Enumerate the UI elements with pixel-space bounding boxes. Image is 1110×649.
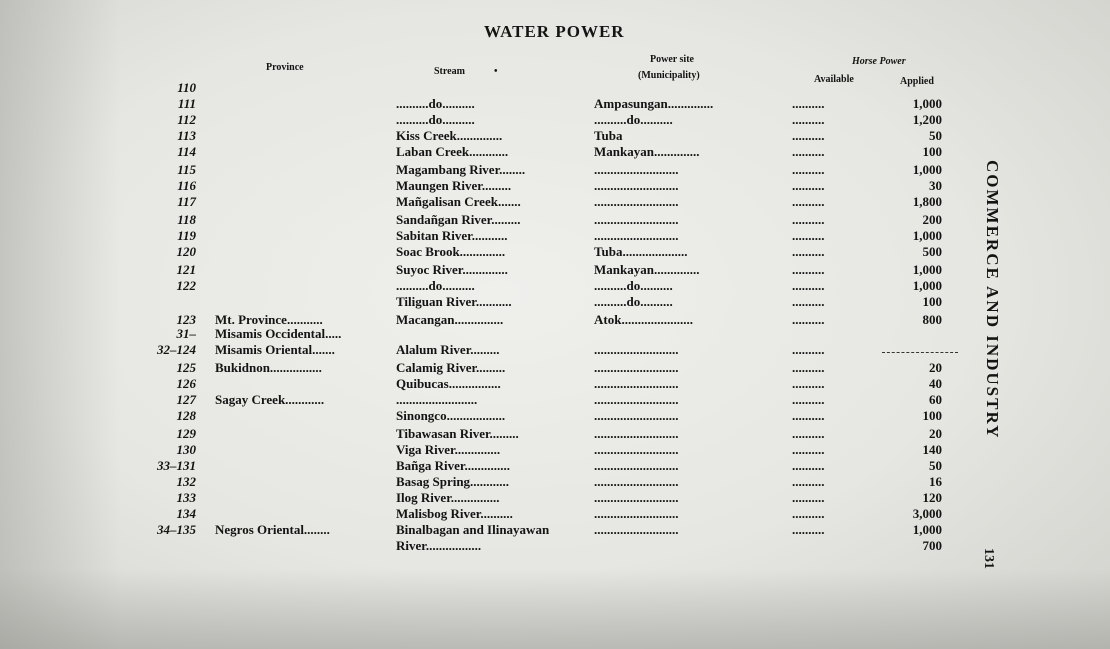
applied-cell: 800 [922,312,942,327]
table-row [0,392,1110,408]
stream-cell: Basag Spring............ [396,474,510,489]
header-horse-power: Horse Power [852,56,906,67]
municipality-cell: Tuba.................... [594,244,688,259]
applied-cell: 140 [922,442,942,457]
available-cell: .......... [792,178,825,193]
table-row [0,360,1110,376]
municipality-cell: .......................... [594,458,679,473]
applied-cell: 1,000 [912,262,942,277]
header-applied: Applied [900,76,934,87]
table-row [0,458,1110,474]
row-number: 113 [177,128,196,143]
table-row [0,538,1110,554]
row-number: 121 [176,262,196,277]
table-row [0,522,1110,538]
stream-cell: Quibucas................ [396,376,501,391]
stream-cell: Soac Brook.............. [396,244,506,259]
row-number: 130 [176,442,196,457]
row-number: 115 [177,162,196,177]
row-number: 112 [177,112,196,127]
available-cell: .......... [792,506,825,521]
stream-cell: Maungen River......... [396,178,512,193]
row-number: 122 [176,278,196,293]
available-cell: .......... [792,294,825,309]
municipality-cell: ..........do.......... [594,112,673,127]
stream-cell: ..........do.......... [396,278,475,293]
table-row [0,128,1110,144]
available-cell: .......... [792,262,825,277]
table-row [0,212,1110,228]
table-row [0,442,1110,458]
stream-cell: Calamig River......... [396,360,506,375]
municipality-cell: Mankayan.............. [594,144,700,159]
stream-cell: Sandañgan River......... [396,212,521,227]
stream-cell: ..........do.......... [396,112,475,127]
available-cell: .......... [792,490,825,505]
applied-cell: 20 [929,360,942,375]
available-cell: .......... [792,112,825,127]
row-number: 119 [177,228,196,243]
municipality-cell: Mankayan.............. [594,262,700,277]
province-cell: Negros Oriental........ [215,522,330,537]
table-row [0,506,1110,522]
stream-cell: Kiss Creek.............. [396,128,503,143]
available-cell: .......... [792,194,825,209]
row-number: 127 [176,392,196,407]
row-number: 118 [177,212,196,227]
row-number: 114 [177,144,196,159]
municipality-cell: Atok...................... [594,312,693,327]
available-cell: .......... [792,244,825,259]
available-cell: .......... [792,392,825,407]
municipality-cell: .......................... [594,392,679,407]
table-row [0,244,1110,260]
province-cell: Mt. Province........... [215,312,323,327]
stream-cell: Mañgalisan Creek....... [396,194,521,209]
table-row [0,96,1110,112]
applied-cell: 120 [922,490,942,505]
municipality-cell: .......................... [594,442,679,457]
header-stream: Stream [434,66,465,77]
province-cell: Sagay Creek............ [215,392,325,407]
page-shadow-bottom [0,569,1110,649]
municipality-cell: .......................... [594,426,679,441]
stream-cell: Suyoc River.............. [396,262,508,277]
page-title: WATER POWER [484,22,625,41]
row-number: 32–124 [157,342,196,357]
header-municipality: (Municipality) [638,70,700,81]
table-row [0,408,1110,424]
table-row [0,228,1110,244]
applied-cell: 50 [929,128,942,143]
applied-cell: 1,200 [912,112,942,127]
stream-cell: Magambang River........ [396,162,526,177]
applied-cell: 100 [922,408,942,423]
applied-cell: 1,000 [912,278,942,293]
table-row [0,426,1110,442]
stream-cell: Tibawasan River......... [396,426,519,441]
stream-cell: ..........do.......... [396,96,475,111]
applied-cell: 40 [929,376,942,391]
stream-cell: Viga River.............. [396,442,501,457]
municipality-cell: .......................... [594,408,679,423]
table-row [0,178,1110,194]
table-row [0,376,1110,392]
header-province: Province [266,62,304,73]
available-cell: .......... [792,128,825,143]
header-stream-mark: • [494,66,498,77]
municipality-cell: .......................... [594,342,679,357]
row-number: 34–135 [157,522,196,537]
row-number: 123 [176,312,196,327]
available-cell: .......... [792,96,825,111]
applied-cell: 20 [929,426,942,441]
applied-cell: 60 [929,392,942,407]
available-cell: .......... [792,228,825,243]
municipality-cell: Tuba [594,128,623,143]
table-row [0,474,1110,490]
stream-cell: Bañga River.............. [396,458,510,473]
stream-cell: Macangan............... [396,312,504,327]
municipality-cell: .......................... [594,212,679,227]
province-cell: Misamis Occidental..... [215,326,342,341]
municipality-cell: .......................... [594,178,679,193]
stream-cell: Binalbagan and Ilinayawan [396,522,550,537]
available-cell: .......... [792,360,825,375]
table-row [0,278,1110,294]
available-cell: .......... [792,522,825,537]
table-row [0,194,1110,210]
row-number: 125 [176,360,196,375]
municipality-cell: .......................... [594,360,679,375]
applied-cell: 1,800 [912,194,942,209]
row-number: 134 [176,506,196,521]
row-number: 133 [176,490,196,505]
stream-cell: Sinongco.................. [396,408,506,423]
stream-cell: Laban Creek............ [396,144,509,159]
available-cell: .......... [792,458,825,473]
applied-cell: 200 [922,212,942,227]
row-number: 129 [176,426,196,441]
applied-cell: 3,000 [912,506,942,521]
row-number: 111 [177,96,196,111]
municipality-cell: .......................... [594,506,679,521]
province-cell: Bukidnon................ [215,360,322,375]
applied-cell: 1,000 [912,228,942,243]
municipality-cell: .......................... [594,522,679,537]
table-row [0,342,1110,358]
available-cell: .......... [792,342,825,357]
row-number: 120 [176,244,196,259]
applied-cell: 30 [929,178,942,193]
municipality-cell: .......................... [594,162,679,177]
running-side-title: COMMERCE AND INDUSTRY [983,160,1002,440]
municipality-cell: .......................... [594,490,679,505]
table-row [0,80,1110,96]
table-row [0,112,1110,128]
stream-cell: Sabitan River........... [396,228,508,243]
table-row [0,490,1110,506]
page-number: 131 [981,548,996,569]
available-cell: .......... [792,144,825,159]
municipality-cell: .......................... [594,228,679,243]
available-cell: .......... [792,212,825,227]
municipality-cell: .......................... [594,376,679,391]
header-available: Available [814,74,854,85]
available-cell: .......... [792,162,825,177]
applied-cell: 500 [922,244,942,259]
applied-cell: 1,000 [912,162,942,177]
stream-cell: Ilog River............... [396,490,500,505]
stream-cell: Alalum River......... [396,342,500,357]
province-cell: Misamis Oriental....... [215,342,335,357]
available-cell: .......... [792,278,825,293]
applied-cell: 1,000 [912,96,942,111]
table-row [0,262,1110,278]
available-cell: .......... [792,426,825,441]
municipality-cell: .......................... [594,194,679,209]
header-power-site: Power site [650,54,694,65]
stream-cell: Tiliguan River........... [396,294,512,309]
row-number: 132 [176,474,196,489]
stream-cell: ......................... [396,392,478,407]
applied-cell: 100 [922,144,942,159]
row-number: 110 [177,80,196,95]
applied-cell: 100 [922,294,942,309]
municipality-cell: ..........do.......... [594,294,673,309]
column-rule [882,352,958,353]
available-cell: .......... [792,474,825,489]
row-number: 31– [176,326,196,341]
available-cell: .......... [792,442,825,457]
available-cell: .......... [792,408,825,423]
applied-cell: 700 [922,538,942,553]
applied-cell: 50 [929,458,942,473]
available-cell: .......... [792,312,825,327]
available-cell: .......... [792,376,825,391]
row-number: 126 [176,376,196,391]
municipality-cell: ..........do.......... [594,278,673,293]
stream-cell: Malisbog River.......... [396,506,513,521]
stream-cell: River................. [396,538,482,553]
row-number: 116 [177,178,196,193]
applied-cell: 1,000 [912,522,942,537]
applied-cell: 16 [929,474,942,489]
row-number: 33–131 [157,458,196,473]
municipality-cell: .......................... [594,474,679,489]
table-row [0,144,1110,160]
row-number: 117 [177,194,196,209]
row-number: 128 [176,408,196,423]
table-row [0,294,1110,310]
municipality-cell: Ampasungan.............. [594,96,714,111]
table-row [0,162,1110,178]
table-row [0,326,1110,342]
